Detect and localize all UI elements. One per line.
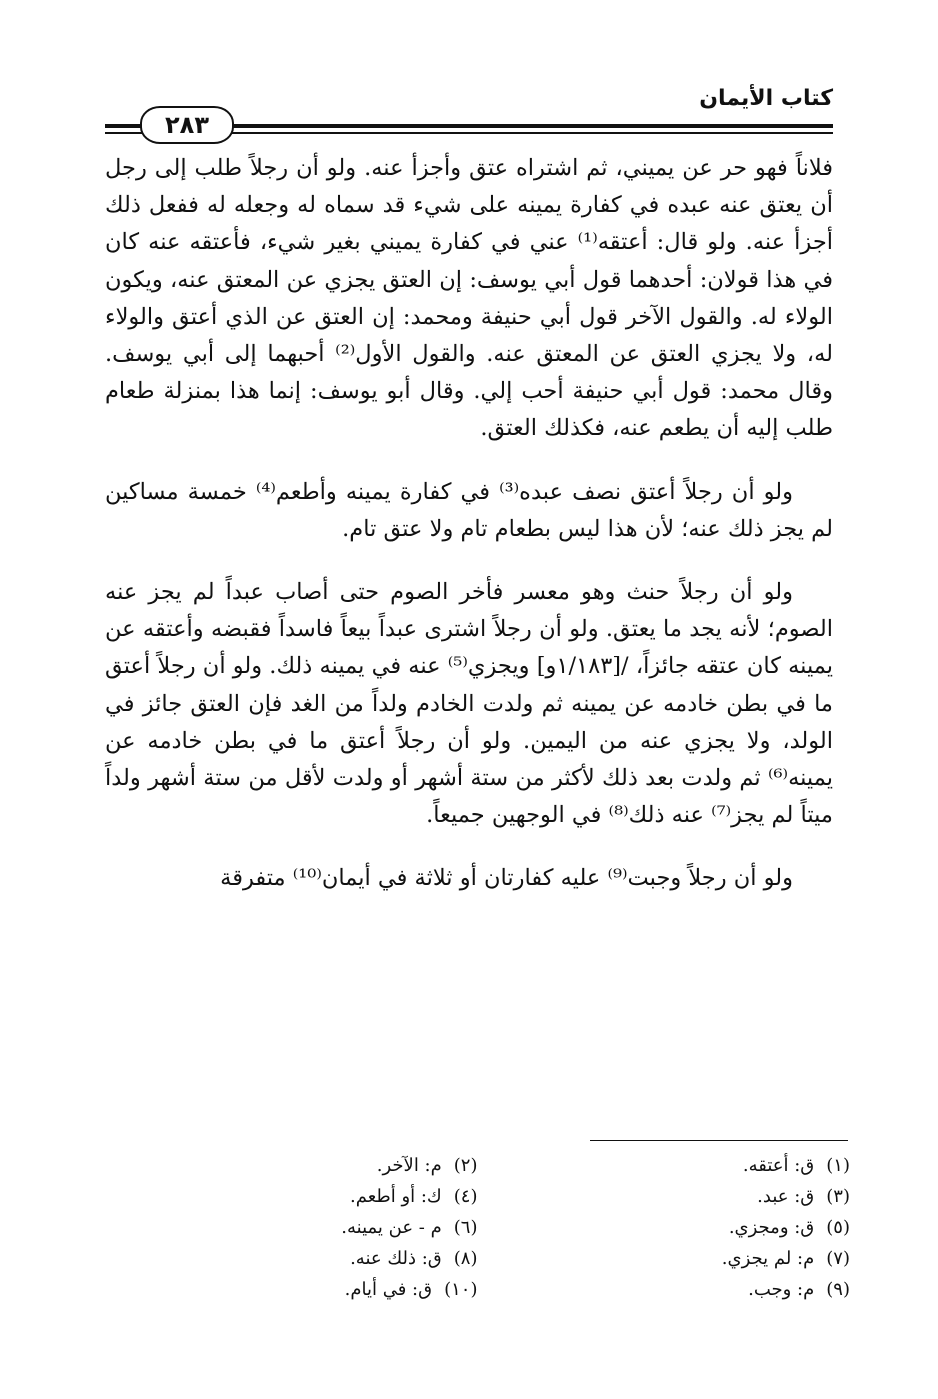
footnote-number: (١) — [826, 1155, 850, 1176]
footnote-3 — [478, 1183, 851, 1210]
footnote-number: (٥) — [826, 1217, 850, 1238]
footnote-number: (٣) — [826, 1186, 850, 1207]
running-header-title: كتاب الأيمان — [699, 86, 833, 111]
footnote-text: م: لم يجزي. — [721, 1248, 815, 1269]
page-number-badge — [140, 106, 234, 144]
footnote-number: (٩) — [826, 1279, 850, 1300]
footnote-text: م: وجب. — [748, 1279, 815, 1300]
footnote-8 — [105, 1245, 478, 1272]
footnote-number: (٢) — [453, 1155, 478, 1176]
footnote-2 — [105, 1152, 478, 1179]
footnote-1 — [478, 1152, 851, 1179]
footnote-9 — [478, 1276, 851, 1303]
footnote-7 — [478, 1245, 851, 1272]
paragraph-4: ولو أن رجلاً وجبت⁽⁹⁾ عليه كفارتان أو ثلاثة في أيمان⁽¹⁰⁾ متفرقة — [220, 865, 793, 892]
paragraph-3: ولو أن رجلاً حنث وهو معسر فأخر الصوم حتى أصاب عبداً لم يجز عنه الصوم؛ لأنه يجد ما يعتق. ولو أن رجلاً اشترى عبداً بيعاً فاسداً فقبضه وأعتقه عن يمينه كان عتقه جائزاً، /[١/١٨٣و] ويجزي⁽⁵⁾ عنه في يمينه ذلك. ولو أن رجلاً أعتق ما في بطن خادمه عن يمينه ثم ولدت الخادم ولداً من الغد فإن العتق جائز في الولد، ولا يجزي عنه من اليمين. ولو أن رجلاً أعتق ما في بطن خادمه عن يمينه⁽⁶⁾ ثم ولدت بعد ذلك لأكثر من ستة أشهر أو ولدت لأقل من ستة أشهر ولداً ميتاً لم يجز⁽⁷⁾ عنه ذلك⁽⁸⁾ في الوجهين جميعاً. — [105, 579, 834, 829]
page-number: ٢٨٣ — [165, 111, 209, 139]
footnote-text: ق: في أيام. — [344, 1279, 433, 1300]
footnote-number: (١٠) — [444, 1279, 478, 1300]
footnote-number: (٧) — [826, 1248, 850, 1269]
footnote-text: ك: أو أطعم. — [350, 1186, 442, 1207]
footnote-text: م - عن يمينه. — [341, 1217, 442, 1238]
footnote-number: (٦) — [453, 1217, 478, 1238]
footnote-5 — [478, 1214, 851, 1241]
footnote-6 — [105, 1214, 478, 1241]
paragraph-1: فلاناً فهو حر عن يميني، ثم اشتراه عتق وأجزأ عنه. ولو أن رجلاً طلب إلى رجل أن يعتق عنه عبده في كفارة يمينه على شيء قد سماه له وجعله له ففعل ذلك أجزأ عنه. ولو قال: أعتقه⁽¹⁾ عني في كفارة يميني بغير شيء، فأعتقه عنه كان في هذا قولان: أحدهما قول أبي يوسف: إن العتق يجزي عن المعتق عنه، ويكون الولاء له. والقول الآخر قول أبي حنيفة ومحمد: إن العتق عن الذي أعتق والولاء له، ولا يجزي العتق عن المعتق عنه. والقول الأول⁽²⁾ أحبهما إلى أبي يوسف. وقال محمد: قول أبي حنيفة أحب إلي. وقال أبو يوسف: إنما هذا بمنزلة طعام طلب إليه أن يطعم عنه، فكذلك العتق. — [105, 155, 833, 442]
paragraph-2: ولو أن رجلاً أعتق نصف عبده⁽³⁾ في كفارة يمينه وأطعم⁽⁴⁾ خمسة مساكين لم يجز ذلك عنه؛ لأن هذا ليس بطعام تام ولا عتق تام. — [105, 478, 833, 542]
footnote-text: ق: أعتقه. — [742, 1155, 815, 1176]
footnote-10 — [105, 1276, 478, 1303]
footnote-text: ق: عبد. — [757, 1186, 815, 1207]
footnote-number: (٤) — [453, 1186, 478, 1207]
main-text — [105, 150, 833, 898]
footnote-text: ق: ذلك عنه. — [350, 1248, 442, 1269]
footnote-text: ق: ومجزي. — [728, 1217, 815, 1238]
footnotes — [105, 1152, 850, 1303]
footnote-4 — [105, 1183, 478, 1210]
footnote-text: م: الآخر. — [376, 1155, 442, 1176]
footnote-separator — [590, 1140, 848, 1141]
footnote-number: (٨) — [453, 1248, 478, 1269]
